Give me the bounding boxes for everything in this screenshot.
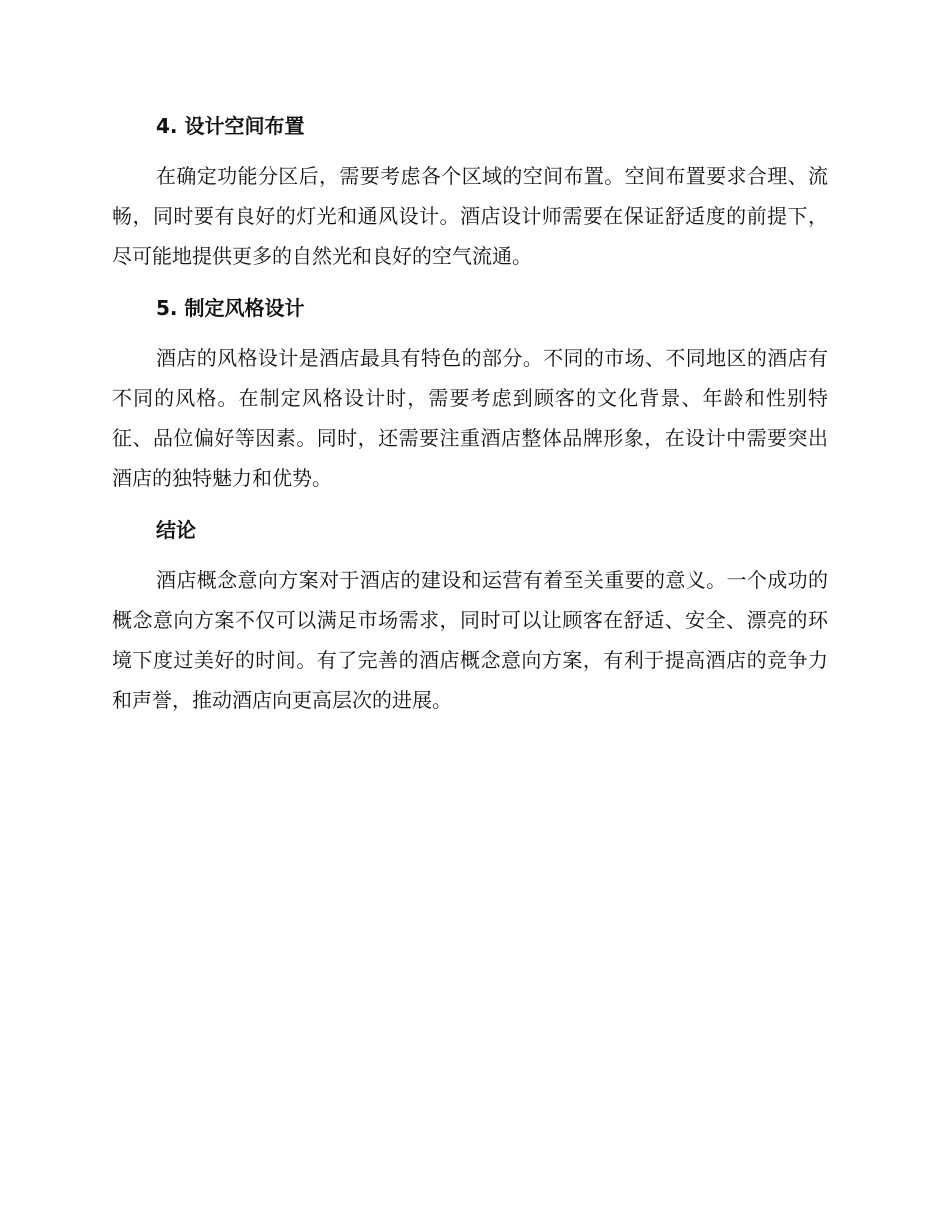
section-paragraph: 酒店的风格设计是酒店最具有特色的部分。不同的市场、不同地区的酒店有不同的风格。在制定风格设计时，需要考虑到顾客的文化背景、年龄和性别特征、品位偏好等因素。同时，还需要注重酒店整体品牌形象，在设计中需要突出酒店的独特魅力和优势。	[112, 346, 828, 490]
section-space-layout	[112, 104, 834, 276]
section-heading: 5. 制定风格设计	[156, 296, 305, 320]
section-conclusion	[112, 508, 834, 720]
section-style-design	[112, 286, 834, 498]
section-heading: 结论	[156, 518, 196, 542]
section-paragraph: 酒店概念意向方案对于酒店的建设和运营有着至关重要的意义。一个成功的概念意向方案不仅可以满足市场需求，同时可以让顾客在舒适、安全、漂亮的环境下度过美好的时间。有了完善的酒店概念意向方案，有利于提高酒店的竞争力和声誉，推动酒店向更高层次的进展。	[112, 568, 828, 712]
section-heading: 4. 设计空间布置	[156, 114, 305, 138]
document-body	[112, 104, 834, 730]
section-paragraph: 在确定功能分区后，需要考虑各个区域的空间布置。空间布置要求合理、流畅，同时要有良好的灯光和通风设计。酒店设计师需要在保证舒适度的前提下，尽可能地提供更多的自然光和良好的空气流通。	[112, 164, 828, 268]
